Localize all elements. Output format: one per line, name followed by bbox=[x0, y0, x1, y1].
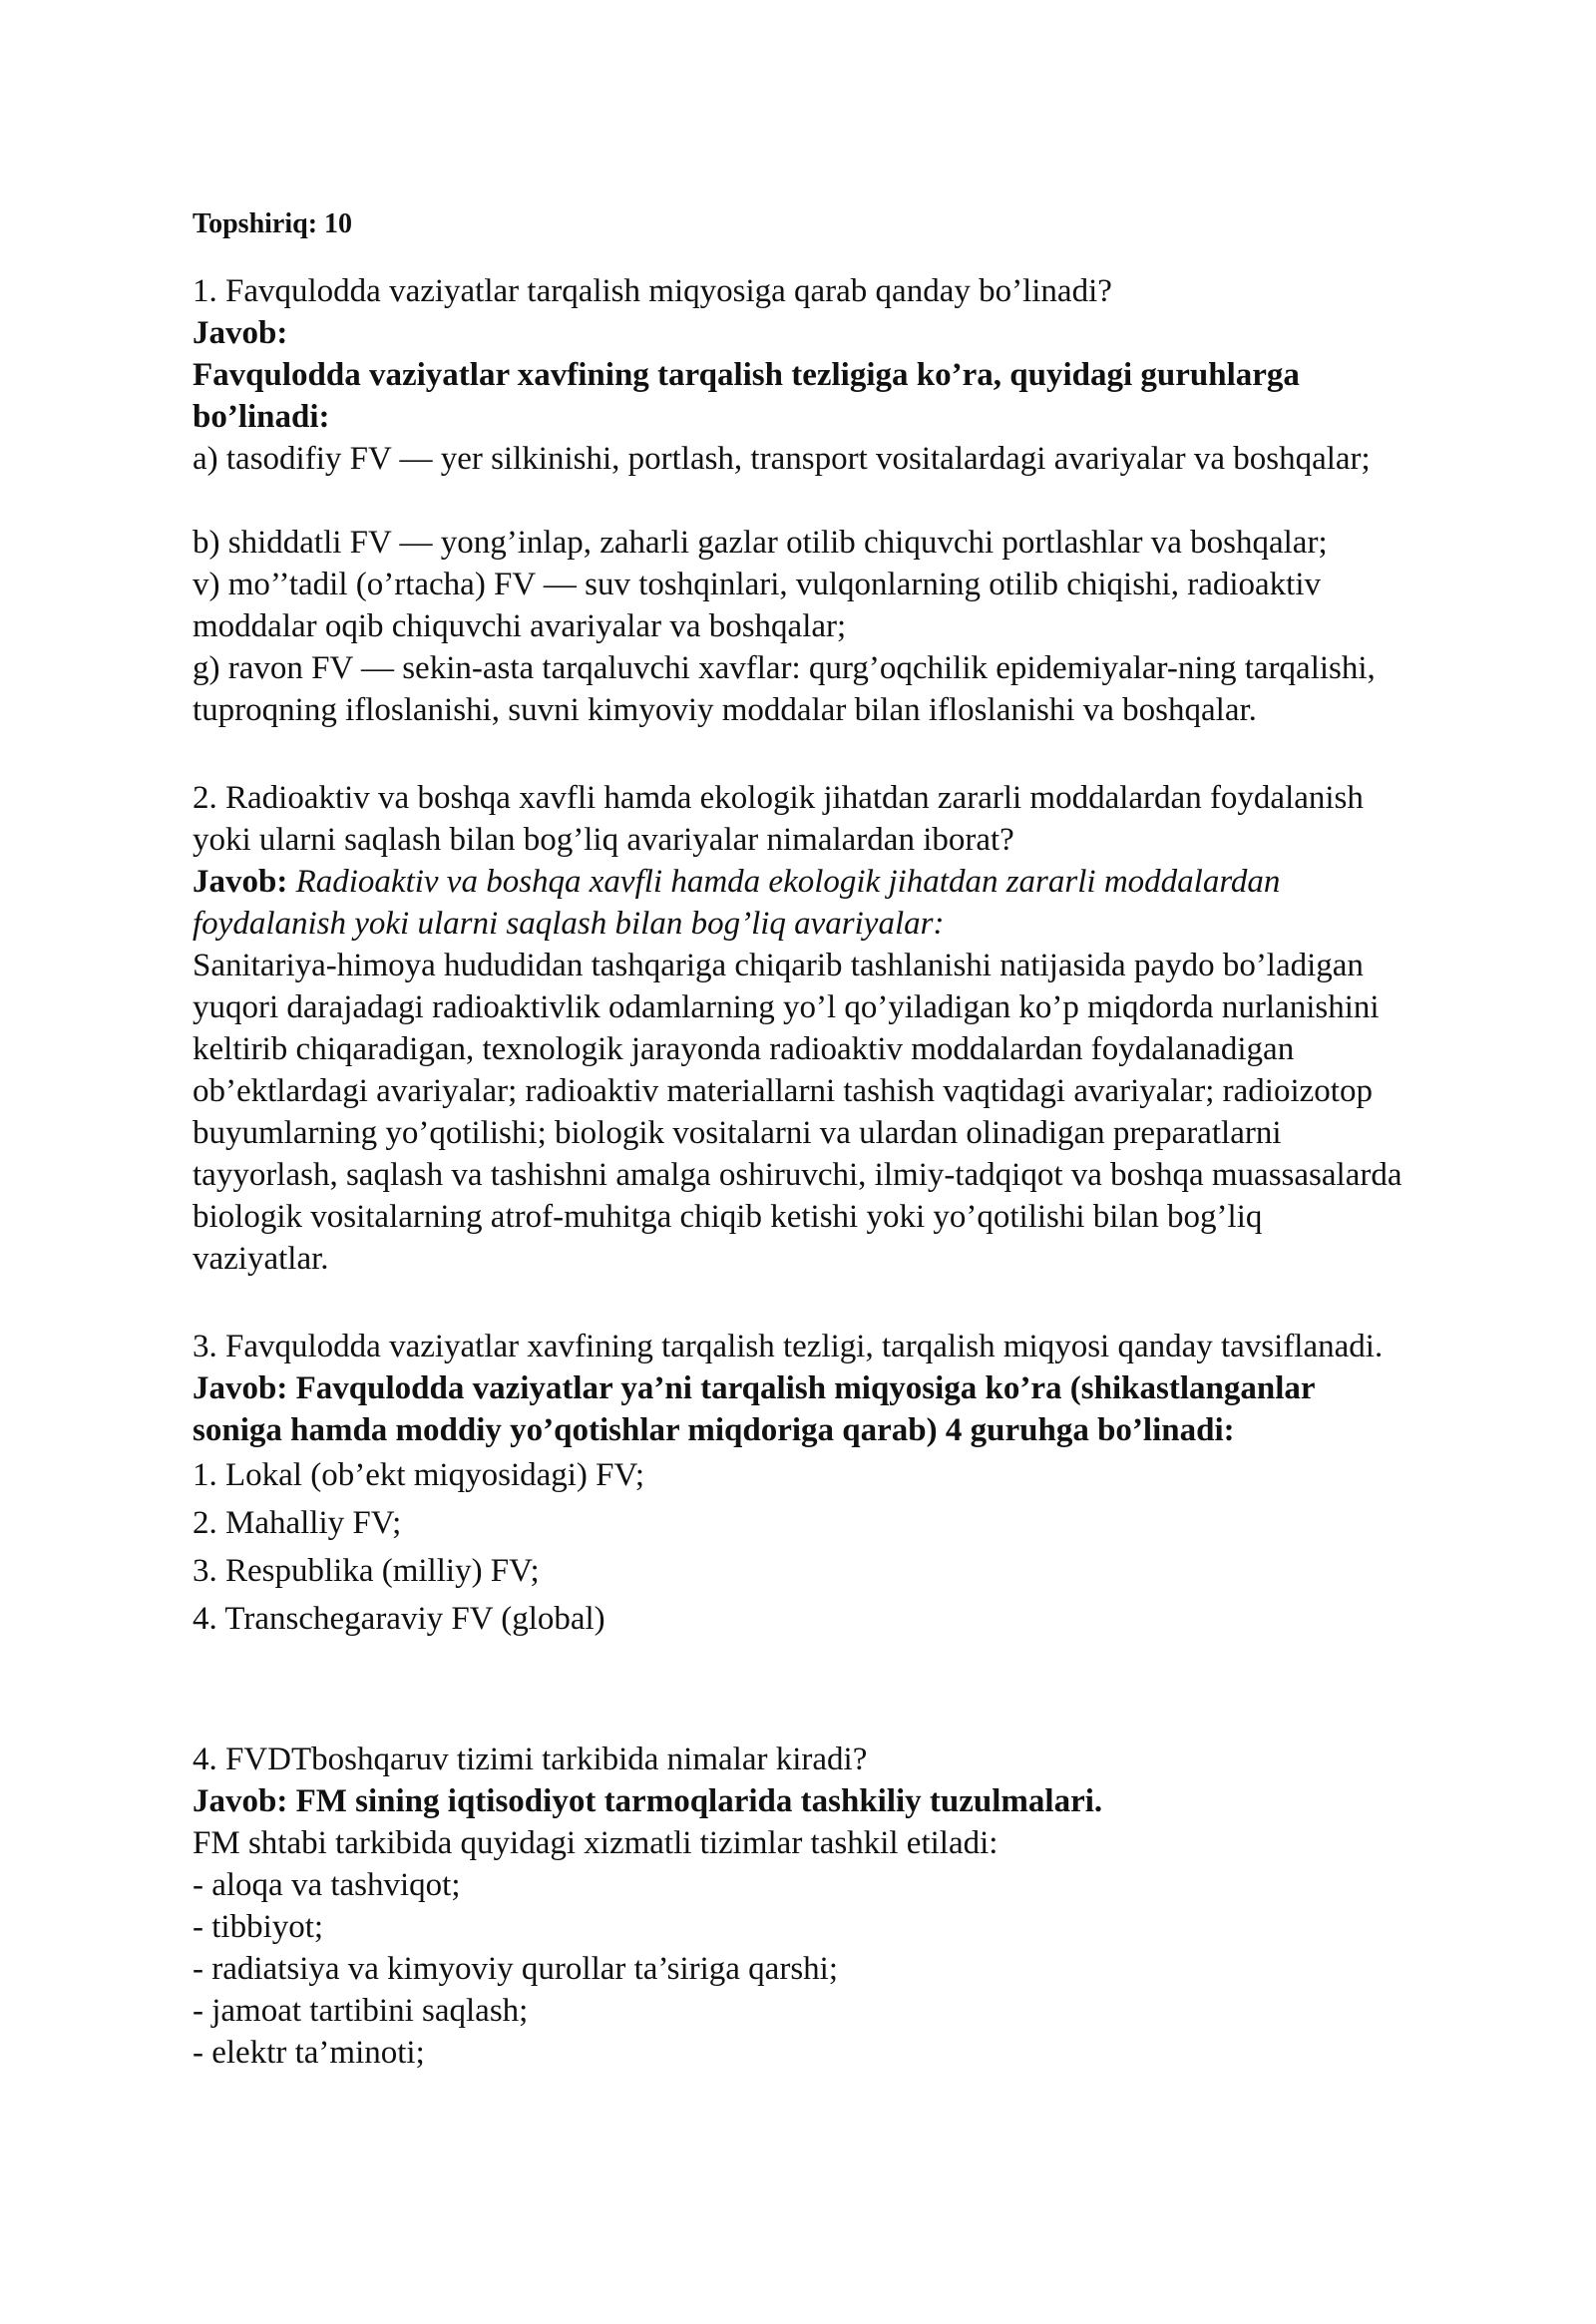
answer-1-heading-line-2: bo’linadi: bbox=[193, 399, 330, 435]
answer-2-intro-line-1 bbox=[193, 861, 1579, 903]
list-item: 3. Respublika (milliy) FV; bbox=[193, 1553, 540, 1589]
list-item: - jamoat tartibini saqlash; bbox=[193, 1993, 529, 2029]
answer-2-body-line: buyumlarning yo’qotilishi; biologik vositalarni va ulardan olinadigan preparatlarni bbox=[193, 1115, 1282, 1151]
list-item: 2. Mahalliy FV; bbox=[193, 1505, 402, 1541]
list-item: 1. Lokal (ob’ekt miqyosidagi) FV; bbox=[193, 1457, 645, 1493]
answer-2-body-line: keltirib chiqaradigan, texnologik jarayonda radioaktiv moddalardan foydalanadigan bbox=[193, 1031, 1295, 1067]
answer-label-2: Javob: bbox=[193, 864, 288, 900]
question-2-line-1: 2. Radioaktiv va boshqa xavfli hamda ekologik jihatdan zararli moddalardan foydalanish bbox=[193, 780, 1364, 816]
answer-1-item-g-line-2: tuproqning ifloslanishi, suvni kimyoviy moddalar bilan ifloslanishi va boshqalar. bbox=[193, 692, 1257, 728]
answer-label-1: Javob: bbox=[193, 315, 288, 351]
answer-3-line-1: Javob: Favqulodda vaziyatlar ya’ni tarqalish miqyosiga ko’ra (shikastlanganlar bbox=[193, 1370, 1316, 1406]
answer-4: Javob: FM sining iqtisodiyot tarmoqlarida tashkiliy tuzulmalari. bbox=[193, 1783, 1103, 1819]
list-item: - radiatsiya va kimyoviy qurollar ta’siriga qarshi; bbox=[193, 1951, 838, 1987]
question-4: 4. FVDTboshqaruv tizimi tarkibida nimalar kiradi? bbox=[193, 1742, 868, 1777]
list-item: - tibbiyot; bbox=[193, 1909, 324, 1945]
answer-2-italic-line-2: foydalanish yoki ularni saqlash bilan bog’liq avariyalar: bbox=[193, 906, 945, 942]
answer-2-body-line: ob’ektlardagi avariyalar; radioaktiv materiallarni tashish vaqtidagi avariyalar; radioizotop bbox=[193, 1073, 1373, 1109]
list-item: 4. Transchegaraviy FV (global) bbox=[193, 1601, 605, 1637]
answer-4-intro: FM shtabi tarkibida quyidagi xizmatli tizimlar tashkil etiladi: bbox=[193, 1825, 998, 1861]
question-2-line-2: yoki ularni saqlash bilan bog’liq avariyalar nimalardan iborat? bbox=[193, 822, 1014, 858]
answer-1-item-g-line-1: g) ravon FV — sekin-asta tarqaluvchi xavflar: qurg’oqchilik epidemiyalar-ning tarqalishi, bbox=[193, 650, 1376, 686]
answer-2-body-line: yuqori darajadagi radioaktivlik odamlarning yo’l qo’yiladigan ko’p miqdorda nurlanishini bbox=[193, 989, 1380, 1025]
answer-2-body-line: vaziyatlar. bbox=[193, 1241, 329, 1277]
list-item: - aloqa va tashviqot; bbox=[193, 1867, 461, 1903]
answer-2-italic-line-1: Radioaktiv va boshqa xavfli hamda ekologik jihatdan zararli moddalardan bbox=[287, 864, 1281, 900]
list-item: - elektr ta’minoti; bbox=[193, 2035, 425, 2071]
answer-3-line-2: soniga hamda moddiy yo’qotishlar miqdoriga qarab) 4 guruhga bo’linadi: bbox=[193, 1412, 1235, 1448]
answer-2-body-line: tayyorlash, saqlash va tashishni amalga oshiruvchi, ilmiy-tadqiqot va boshqa muassasalarda bbox=[193, 1157, 1402, 1193]
answer-1-item-a: a) tasodifiy FV — yer silkinishi, portlash, transport vositalardagi avariyalar va boshqalar; bbox=[193, 441, 1371, 477]
answer-1-heading-line-1: Favqulodda vaziyatlar xavfining tarqalish tezligiga ko’ra, quyidagi guruhlarga bbox=[193, 357, 1300, 393]
page-title: Topshiriq: 10 bbox=[193, 208, 353, 239]
answer-1-item-v-line-1: v) mo’’tadil (o’rtacha) FV — suv toshqinlari, vulqonlarning otilib chiqishi, radioaktiv bbox=[193, 567, 1321, 602]
question-3: 3. Favqulodda vaziyatlar xavfining tarqalish tezligi, tarqalish miqyosi qanday tavsiflanadi. bbox=[193, 1329, 1384, 1364]
answer-1-item-v-line-2: moddalar oqib chiquvchi avariyalar va boshqalar; bbox=[193, 608, 847, 644]
question-1: 1. Favqulodda vaziyatlar tarqalish miqyosiga qarab qanday bo’linadi? bbox=[193, 273, 1112, 309]
answer-2-body-line: biologik vositalarning atrof-muhitga chiqib ketishi yoki yo’qotilishi bilan bog’liq bbox=[193, 1199, 1263, 1235]
document-content bbox=[193, 204, 1579, 2074]
answer-1-item-b: b) shiddatli FV — yong’inlap, zaharli gazlar otilib chiquvchi portlashlar va boshqalar; bbox=[193, 525, 1328, 561]
answer-2-body-line: Sanitariya-himoya hududidan tashqariga chiqarib tashlanishi natijasida paydo bo’ladigan bbox=[193, 948, 1364, 983]
